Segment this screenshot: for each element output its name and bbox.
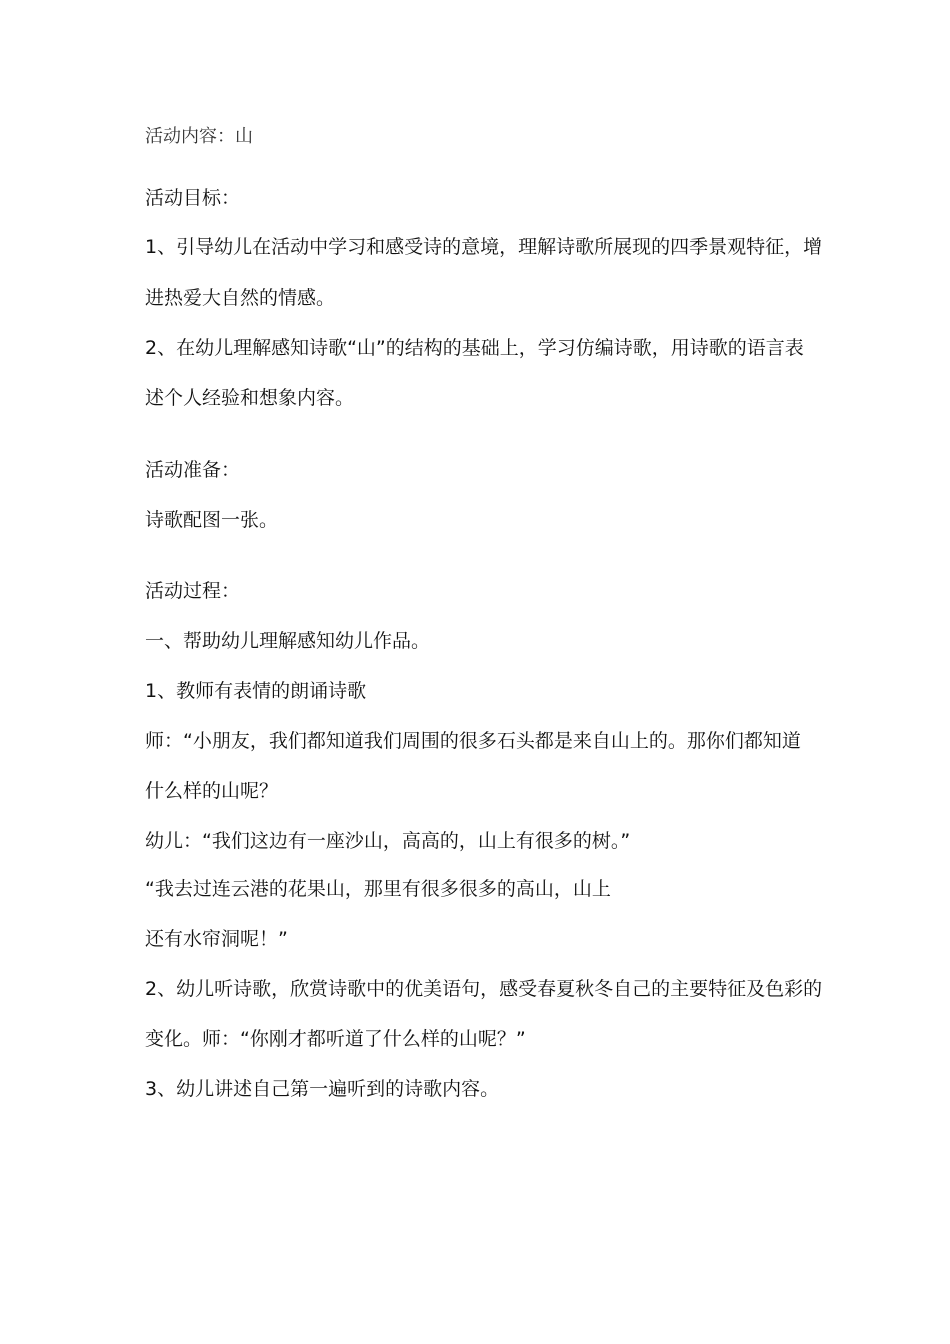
child-line-2: “我去过连云港的花果山，那里有很多很多的高山，山上 [145,878,611,900]
content-title: 活动内容：山 [145,126,253,147]
child-line-3: 还有水帘洞呢！” [145,928,288,950]
prep-heading: 活动准备： [145,459,241,481]
teacher-line-1: 师：“小朋友，我们都知道我们周围的很多石头都是来自山上的。那你们都知道 [145,730,801,752]
goal-2-line-2: 述个人经验和想象内容。 [145,387,355,409]
step-3: 3、幼儿讲述自己第一遍听到的诗歌内容。 [145,1078,500,1100]
step-2-line-2: 变化。师：“你刚才都听道了什么样的山呢？” [145,1028,526,1050]
goals-heading: 活动目标： [145,187,241,209]
process-heading: 活动过程： [145,580,241,602]
child-line-1: 幼儿：“我们这边有一座沙山，高高的，山上有很多的树。” [145,830,631,852]
goal-1-line-1: 1、引导幼儿在活动中学习和感受诗的意境，理解诗歌所展现的四季景观特征，增 [145,236,823,258]
step-1: 1、教师有表情的朗诵诗歌 [145,680,367,702]
step-one: 一、帮助幼儿理解感知幼儿作品。 [145,630,431,652]
goal-2-line-1: 2、在幼儿理解感知诗歌“山”的结构的基础上，学习仿编诗歌，用诗歌的语言表 [145,337,804,359]
goal-1-line-2: 进热爱大自然的情感。 [145,287,336,309]
step-2-line-1: 2、幼儿听诗歌，欣赏诗歌中的优美语句，感受春夏秋冬自己的主要特征及色彩的 [145,978,823,1000]
prep-text: 诗歌配图一张。 [145,509,279,531]
teacher-line-2: 什么样的山呢？ [145,780,279,802]
